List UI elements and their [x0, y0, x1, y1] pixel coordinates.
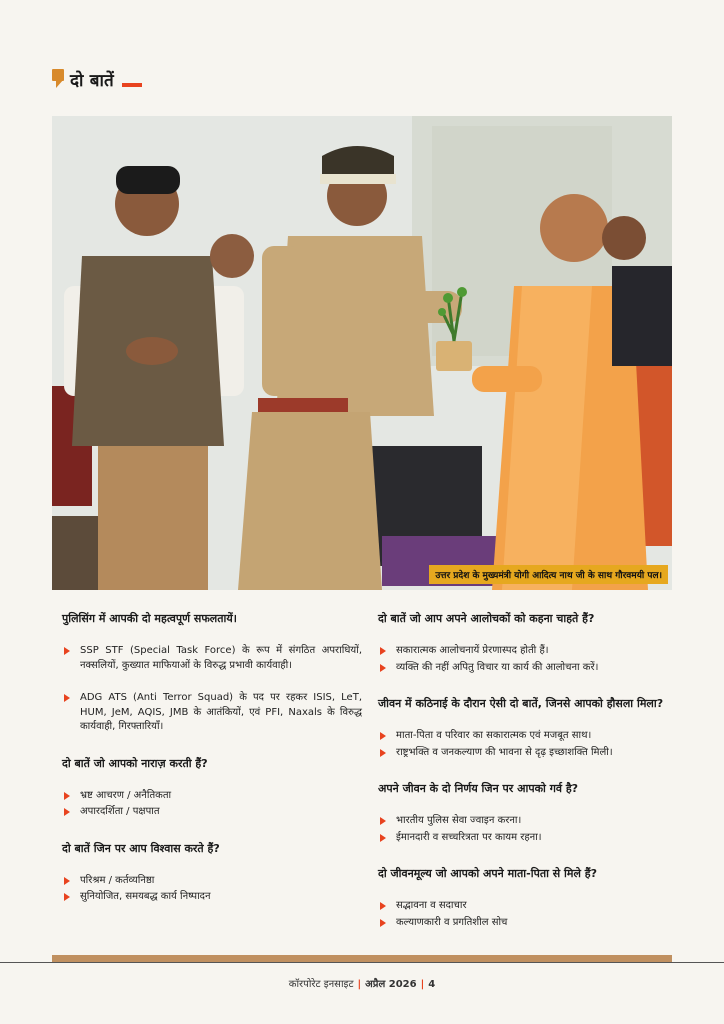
- answer-item: राष्ट्रभक्ति व जनकल्याण की भावना से दृढ़ इच्छाशक्ति मिली।: [378, 746, 678, 761]
- title-underline: [122, 83, 142, 87]
- photo-caption: उत्तर प्रदेश के मुख्यमंत्री योगी आदित्य नाथ जी के साथ गौरवमयी पल।: [429, 565, 668, 584]
- question: पुलिसिंग में आपकी दो महत्वपूर्ण सफलतायें।: [62, 612, 237, 625]
- answer-item: ADG ATS (Anti Terror Squad) के पद पर रहकर ISIS, LeT, HUM, JeM, AQIS, JMB के आतंकियों, एवं PFI, Naxals के विरुद्ध कार्यवाही, गिरफ्तारियाँ।: [62, 691, 362, 735]
- question: अपने जीवन के दो निर्णय जिन पर आपको गर्व है?: [378, 782, 579, 795]
- answer-item: सद्भावना व सदाचार: [378, 899, 678, 914]
- left-column: [62, 612, 362, 927]
- answer-item: व्यक्ति की नहीं अपितु विचार या कार्य की आलोचना करें।: [378, 661, 678, 676]
- footer-separator: |: [357, 979, 362, 990]
- answer-item: भारतीय पुलिस सेवा ज्वाइन करना।: [378, 814, 678, 829]
- quote-icon: [52, 69, 64, 89]
- footer-separator: |: [420, 979, 425, 990]
- answer-list: [378, 814, 678, 845]
- answer-item: कल्याणकारी व प्रगतिशील सोच: [378, 916, 678, 931]
- right-column: [378, 612, 678, 952]
- answer-list: [62, 874, 362, 905]
- answer-item: ईमानदारी व सच्चरित्रता पर कायम रहना।: [378, 831, 678, 846]
- answer-list: [378, 899, 678, 930]
- section-title: दो बातें: [70, 70, 114, 91]
- answer-list: [378, 729, 678, 760]
- question: जीवन में कठिनाई के दौरान ऐसी दो बातें, जिनसे आपको हौसला मिला?: [378, 697, 664, 710]
- page-number: 4: [428, 979, 436, 990]
- answer-list: [62, 789, 362, 820]
- question: दो बातें जिन पर आप विश्वास करते हैं?: [62, 841, 220, 855]
- answer-item: परिश्रम / कर्तव्यनिष्ठा: [62, 874, 362, 889]
- answer-item: माता-पिता व परिवार का सकारात्मक एवं मजबूत साथ।: [378, 729, 678, 744]
- answer-list: [62, 644, 362, 735]
- question: दो बातें जो आपको नाराज़ करती हैं?: [62, 756, 208, 770]
- photo-illustration: [52, 116, 672, 590]
- answer-item: सकारात्मक आलोचनायें प्रेरणास्पद होती हैं।: [378, 644, 678, 659]
- question: दो बातें जो आप अपने आलोचकों को कहना चाहते हैं?: [378, 612, 595, 625]
- answer-list: [378, 644, 678, 675]
- section-heading: [52, 66, 142, 92]
- publication-name: कॉरपोरेट इनसाइट: [288, 979, 354, 990]
- answer-item: अपारदर्शिता / पक्षपात: [62, 805, 362, 820]
- answer-item: सुनियोजित, समयबद्ध कार्य निष्पादन: [62, 890, 362, 905]
- question: दो जीवनमूल्य जो आपको अपने माता-पिता से मिले हैं?: [378, 867, 597, 880]
- answer-item: SSP STF (Special Task Force) के रूप में संगठित अपराधियों, नक्सलियों, कुख्यात माफियाओं के विरुद्ध प्रभावी कार्यवाही।: [62, 644, 362, 673]
- issue-date: अप्रैल 2026: [365, 979, 417, 990]
- footer-divider: [0, 962, 724, 963]
- page-footer: [0, 976, 724, 990]
- feature-photo: [52, 116, 672, 590]
- answer-item: भ्रष्ट आचरण / अनैतिकता: [62, 789, 362, 804]
